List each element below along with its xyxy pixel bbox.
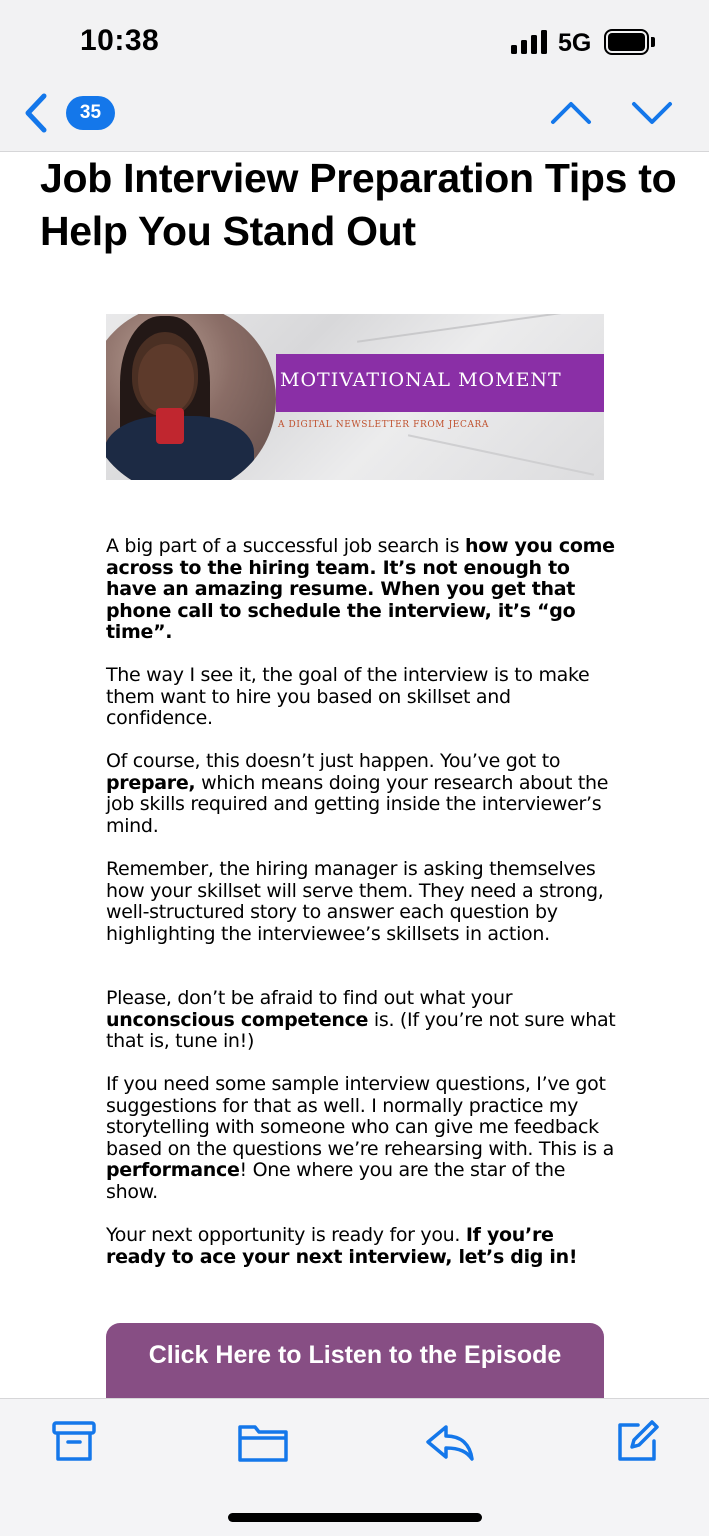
email-body[interactable]	[0, 152, 709, 1398]
compose-icon[interactable]	[614, 1419, 660, 1465]
paragraph-7: Your next opportunity is ready for you. If you’re ready to ace your next interview, let’s dig in!	[106, 1224, 578, 1268]
archive-icon[interactable]	[51, 1419, 97, 1465]
status-bar	[0, 0, 709, 80]
battery-icon	[604, 29, 654, 55]
paragraph-4: Remember, the hiring manager is asking themselves how your skillset will serve them. They need a strong, well-structured story to answer each question by highlighting the interviewee’s skillsets in action.	[106, 858, 604, 945]
status-time: 10:38	[80, 24, 160, 57]
paragraph-6: If you need some sample interview questions, I’ve got suggestions for that as well. I normally practice my storytelling with someone who can give me feedback based on the questions we’re rehearsing with. This is a performance! One where you are the star of the show.	[106, 1073, 614, 1203]
folder-icon[interactable]	[237, 1419, 289, 1465]
paragraph-3: Of course, this doesn’t just happen. You’ve got to prepare, which means doing your research about the job skills required and getting inside the interviewer’s mind.	[106, 750, 609, 837]
email-title: Job Interview Preparation Tips to Help You Stand Out	[40, 155, 677, 254]
chevron-up-icon[interactable]	[549, 96, 593, 130]
banner-subheading: A DIGITAL NEWSLETTER FROM JECARA	[278, 420, 490, 430]
banner-heading: MOTIVATIONAL MOMENT	[280, 369, 562, 391]
newsletter-banner	[106, 314, 604, 480]
paragraph-1: A big part of a successful job search is how you come across to the hiring team. It’s not enough to have an amazing resume. When you get that phone call to schedule the interview, it’s “go time”.	[106, 535, 615, 644]
reply-icon[interactable]	[424, 1419, 476, 1465]
mail-toolbar	[0, 1398, 709, 1536]
unread-count-badge[interactable]: 35	[66, 96, 115, 130]
paragraph-5: Please, don’t be afraid to find out what your unconscious competence is. (If you’re not sure what that is, tune in!)	[106, 987, 616, 1053]
author-photo	[106, 314, 276, 480]
mail-nav-bar	[0, 80, 709, 152]
signal-icon	[511, 30, 549, 54]
network-type: 5G	[558, 29, 592, 57]
chevron-down-icon[interactable]	[630, 96, 674, 130]
chevron-left-icon[interactable]	[18, 90, 54, 136]
listen-episode-button[interactable]: Click Here to Listen to the Episode	[106, 1323, 604, 1398]
paragraph-2: The way I see it, the goal of the interview is to make them want to hire you based on skillset and confidence.	[106, 664, 590, 730]
home-indicator	[228, 1513, 482, 1522]
